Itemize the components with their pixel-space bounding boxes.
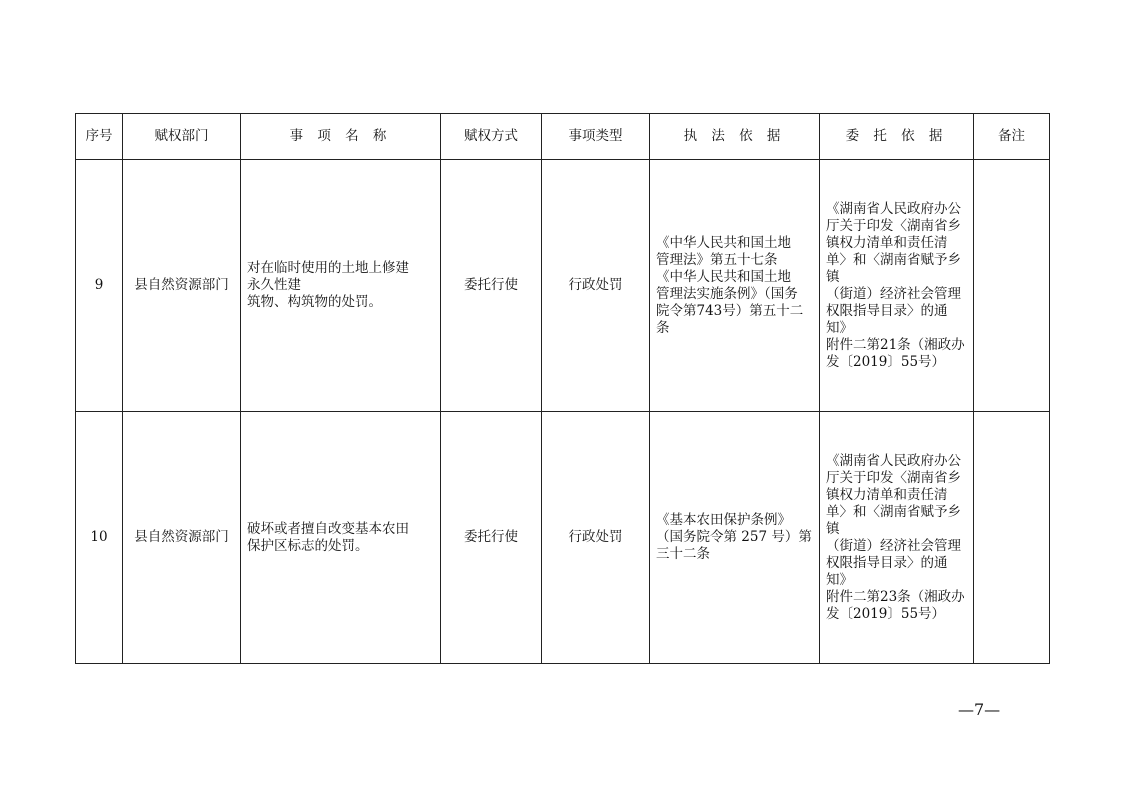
- page-number: —7—: [958, 700, 1001, 719]
- header-remark: 备注: [974, 114, 1050, 160]
- header-item-name: 事 项 名 称: [241, 114, 441, 160]
- basis-line: （国务院令第 257 号）第: [656, 529, 812, 545]
- row-item-name: [241, 412, 441, 664]
- delegation-line: 权限指导目录〉的通知》: [826, 302, 948, 336]
- row-type: 行政处罚: [542, 412, 650, 664]
- row-basis: [650, 412, 820, 664]
- header-method: 赋权方式: [441, 114, 542, 160]
- authority-table: [75, 113, 1050, 664]
- header-delegation: 委 托 依 据: [820, 114, 974, 160]
- row-department: 县自然资源部门: [123, 412, 241, 664]
- item-name-line: 对在临时使用的土地上修建: [247, 260, 409, 276]
- table-row: [76, 412, 1050, 664]
- header-row: [76, 114, 1050, 160]
- item-name-line: 破坏或者擅自改变基本农田: [247, 520, 409, 537]
- basis-line: 管理法》第五十七条: [656, 251, 778, 268]
- header-seq: 序号: [76, 114, 123, 160]
- row-remark: [974, 412, 1050, 664]
- delegation-line: （街道）经济社会管理: [826, 537, 961, 554]
- basis-line: 《基本农田保护条例》: [656, 512, 791, 528]
- delegation-line: 附件二第23条（湘政办: [826, 588, 965, 605]
- basis-line: 管理法实施条例》（国务: [656, 285, 798, 302]
- delegation-line: 单〉和〈湖南省赋予乡镇: [826, 503, 961, 537]
- row-basis: [650, 160, 820, 412]
- delegation-line: 《湖南省人民政府办公: [826, 200, 961, 217]
- delegation-line: 《湖南省人民政府办公: [826, 452, 961, 469]
- item-name-line: 保护区标志的处罚。: [247, 537, 369, 554]
- row-type: 行政处罚: [542, 160, 650, 412]
- row-delegation: [820, 160, 974, 412]
- delegation-line: 镇权力清单和责任清: [826, 486, 948, 503]
- row-seq: 10: [76, 412, 123, 664]
- delegation-line: 附件二第21条（湘政办: [826, 336, 965, 353]
- delegation-line: 厅关于印发〈湖南省乡: [826, 217, 961, 234]
- delegation-line: 发〔2019〕55号）: [826, 353, 946, 370]
- item-name-line: 筑物、构筑物的处罚。: [247, 294, 382, 310]
- basis-line: 三十二条: [656, 546, 710, 562]
- row-department: 县自然资源部门: [123, 160, 241, 412]
- table-row: [76, 160, 1050, 412]
- row-seq: 9: [76, 160, 123, 412]
- delegation-line: （街道）经济社会管理: [826, 285, 961, 302]
- delegation-line: 厅关于印发〈湖南省乡: [826, 469, 961, 486]
- row-remark: [974, 160, 1050, 412]
- row-delegation: [820, 412, 974, 664]
- basis-line: 《中华人民共和国土地: [656, 268, 791, 285]
- header-type: 事项类型: [542, 114, 650, 160]
- row-method: 委托行使: [441, 160, 542, 412]
- header-department: 赋权部门: [123, 114, 241, 160]
- delegation-line: 发〔2019〕55号）: [826, 605, 946, 622]
- row-item-name: [241, 160, 441, 412]
- basis-line: 院令第743号）第五十二条: [656, 302, 804, 336]
- delegation-line: 权限指导目录〉的通知》: [826, 554, 948, 588]
- basis-line: 《中华人民共和国土地: [656, 234, 791, 251]
- row-method: 委托行使: [441, 412, 542, 664]
- item-name-line: 永久性建: [247, 277, 301, 293]
- delegation-line: 单〉和〈湖南省赋予乡镇: [826, 251, 961, 285]
- header-basis: 执 法 依 据: [650, 114, 820, 160]
- delegation-line: 镇权力清单和责任清: [826, 234, 948, 251]
